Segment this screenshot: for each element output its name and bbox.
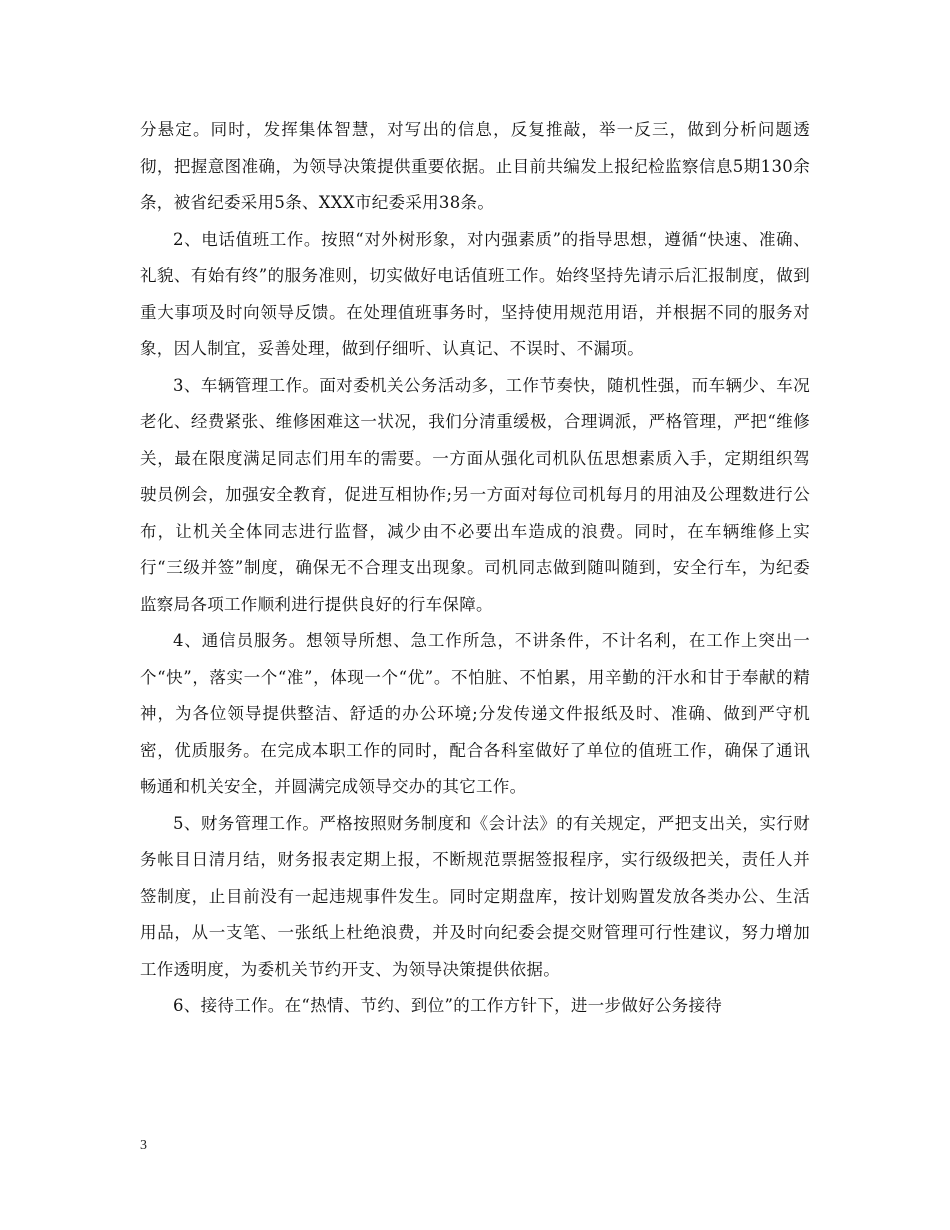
paragraph-1: 分悬定。同时，发挥集体智慧，对写出的信息，反复推敲，举一反三，做到分析问题透彻，把握意图准确，为领导决策提供重要依据。止目前共编发上报纪检监察信息5期130余条，被省纪委采用5条、XXX市纪委采用38条。	[140, 120, 810, 212]
page-number: 3	[140, 1138, 147, 1153]
paragraph-6-reception-work: 6、接待工作。在“热情、节约、到位”的工作方针下，进一步做好公务接待	[173, 996, 723, 1015]
paragraph-3-vehicle-management: 3、车辆管理工作。面对委机关公务活动多，工作节奏快，随机性强，而车辆少、车况老化、经费紧张、维修困难这一状况，我们分清重缓极，合理调派，严格管理，严把“维修关，最在限度满足同志们用车的需要。一方面从强化司机队伍思想素质入手，定期组织驾驶员例会，加强安全教育，促进互相协作;另一方面对每位司机每月的用油及公理数进行公布，让机关全体同志进行监督，减少由不必要出车造成的浪费。同时，在车辆维修上实行“三级并签”制度，确保无不合理支出现象。司机同志做到随叫随到，安全行车，为纪委监察局各项工作顺利进行提供良好的行车保障。	[140, 375, 810, 614]
document-body	[140, 112, 810, 1025]
paragraph-2-phone-duty: 2、电话值班工作。按照“对外树形象，对内强素质”的指导思想，遵循“快速、准确、礼貌、有始有终”的服务准则，切实做好电话值班工作。始终坚持先请示后汇报制度，做到重大事项及时向领导反馈。在处理值班事务时，坚持使用规范用语，并根据不同的服务对象，因人制宜，妥善处理，做到仔细听、认真记、不误时、不漏项。	[140, 229, 810, 358]
paragraph-4-messenger-service: 4、通信员服务。想领导所想、急工作所急，不讲条件，不计名利，在工作上突出一个“快”，落实一个“准”，体现一个“优”。不怕脏、不怕累，用辛勤的汗水和甘于奉献的精神，为各位领导提供整洁、舒适的办公环境;分发传递文件报纸及时、准确、做到严守机密，优质服务。在完成本职工作的同时，配合各科室做好了单位的值班工作，确保了通讯畅通和机关安全，并圆满完成领导交办的其它工作。	[140, 631, 810, 796]
paragraph-5-finance-management: 5、财务管理工作。严格按照财务制度和《会计法》的有关规定，严把支出关，实行财务帐目日清月结，财务报表定期上报，不断规范票据签报程序，实行级级把关，责任人并签制度，止目前没有一起违规事件发生。同时定期盘库，按计划购置发放各类办公、生活用品，从一支笔、一张纸上杜绝浪费，并及时向纪委会提交财管理可行性建议，努力增加工作透明度，为委机关节约开支、为领导决策提供依据。	[140, 813, 810, 979]
